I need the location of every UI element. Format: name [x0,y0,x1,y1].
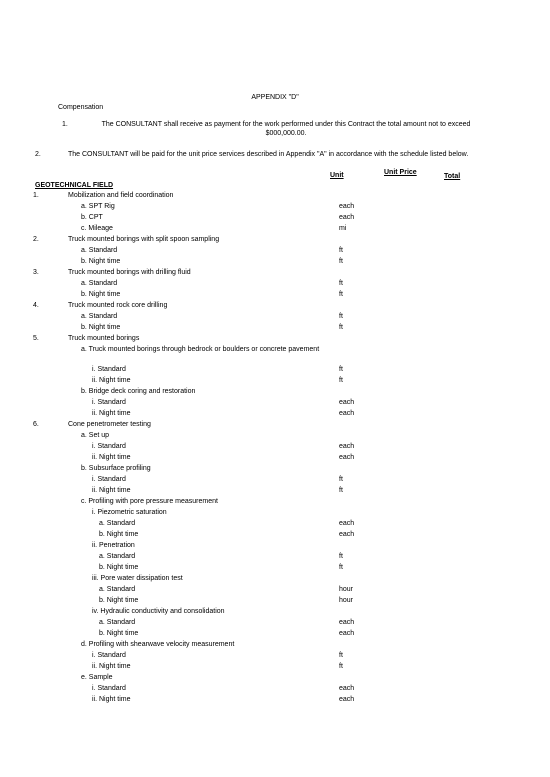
row-number: 5. [33,335,39,342]
table-row [0,519,550,530]
row-number: 2. [33,236,39,243]
table-row [0,290,550,301]
row-unit: each [339,531,355,538]
row-unit: each [339,410,355,417]
row-description: e. Sample [81,674,113,681]
row-description: Truck mounted borings with split spoon sampling [68,236,220,243]
row-unit: ft [339,324,343,331]
table-row [0,213,550,224]
row-unit: ft [339,280,343,287]
table-row [0,618,550,629]
row-number: 6. [33,421,39,428]
row-description: iv. Hydraulic conductivity and consolidation [92,608,225,615]
table-row [0,442,550,453]
row-unit: ft [339,476,343,483]
row-description: i. Standard [92,685,126,692]
table-row [0,684,550,695]
row-unit: ft [339,487,343,494]
row-description: ii. Night time [92,377,131,384]
row-description: b. Night time [99,597,139,604]
table-row [0,475,550,486]
row-number: 4. [33,302,39,309]
row-unit: hour [339,597,354,604]
table-row [0,246,550,257]
table-row [0,673,550,684]
row-unit: each [339,443,355,450]
row-unit: ft [339,258,343,265]
row-unit: each [339,454,355,461]
row-unit: each [339,619,355,626]
row-unit: ft [339,652,343,659]
row-description: a. Standard [99,586,136,593]
table-row [0,420,550,431]
table-row [0,530,550,541]
section-heading: Compensation [58,104,104,111]
table-row [0,640,550,651]
row-description: b. Night time [99,531,139,538]
table-row [0,651,550,662]
row-unit: ft [339,663,343,670]
table-row [0,268,550,279]
paragraph-2-number: 2. [35,151,41,158]
row-unit: ft [339,377,343,384]
row-description: c. Mileage [81,225,113,232]
row-description: a. Standard [81,280,118,287]
table-row [0,508,550,519]
table-row [0,301,550,312]
row-description: Truck mounted borings [68,335,140,342]
row-description: i. Piezometric saturation [92,509,167,516]
row-description: a. SPT Rig [81,203,115,210]
row-description: a. Standard [81,247,118,254]
table-row [0,629,550,640]
table-row [0,279,550,290]
page-title: APPENDIX "D" [251,94,299,101]
table-row [0,541,550,552]
row-description: Mobilization and field coordination [68,192,174,199]
row-description: b. Night time [99,564,139,571]
row-description: a. Set up [81,432,110,439]
row-description: a. Standard [81,313,118,320]
row-description: Truck mounted borings with drilling fluid [68,269,191,276]
table-row [0,563,550,574]
table-row [0,365,550,376]
row-unit: ft [339,291,343,298]
row-unit: hour [339,586,354,593]
table-row [0,345,550,356]
table-row [0,596,550,607]
row-description: i. Standard [92,652,126,659]
row-description: i. Standard [92,399,126,406]
row-description: i. Standard [92,443,126,450]
table-row [0,312,550,323]
table-row [0,257,550,268]
row-description: ii. Night time [92,454,131,461]
table-row [0,376,550,387]
row-description: ii. Night time [92,410,131,417]
row-unit: each [339,399,355,406]
table-row [0,695,550,706]
row-description: a. Standard [99,619,136,626]
table-row [0,662,550,673]
row-unit: ft [339,247,343,254]
row-description: ii. Night time [92,487,131,494]
row-unit: each [339,630,355,637]
row-description: b. Subsurface profiling [81,465,151,472]
table-row [0,235,550,246]
table-row [0,486,550,497]
row-unit: ft [339,313,343,320]
table-row [0,574,550,585]
row-description: b. CPT [81,214,103,221]
table-row [0,464,550,475]
row-description: iii. Pore water dissipation test [92,575,183,582]
row-number: 3. [33,269,39,276]
row-unit: ft [339,553,343,560]
column-header-total: Total [444,173,461,180]
row-description: i. Standard [92,366,126,373]
row-description: a. Standard [99,520,136,527]
row-unit: each [339,203,355,210]
table-row [0,323,550,334]
column-header-unit-price: Unit Price [384,169,417,176]
row-description: Truck mounted rock core drilling [68,302,168,309]
row-unit: each [339,685,355,692]
row-unit: each [339,214,355,221]
table-row [0,585,550,596]
table-row [0,453,550,464]
row-description: ii. Night time [92,696,131,703]
paragraph-1-text: The CONSULTANT shall receive as payment for the work performed under this Contract the total amount not to exceed $000,000.00. [101,121,471,137]
row-unit: each [339,696,355,703]
row-description: a. Standard [99,553,136,560]
table-row [0,334,550,345]
table-row [0,398,550,409]
row-description: c. Profiling with pore pressure measurement [81,498,218,505]
row-description: b. Night time [99,630,139,637]
table-row [0,431,550,442]
column-header-unit: Unit [330,172,344,179]
row-description: ii. Night time [92,663,131,670]
row-description: Cone penetrometer testing [68,421,151,428]
row-description: b. Bridge deck coring and restoration [81,388,196,395]
table-row [0,202,550,213]
row-unit: mi [339,225,347,232]
row-description: d. Profiling with shearwave velocity measurement [81,641,235,648]
row-description: a. Truck mounted borings through bedrock or boulders or concrete pavement [81,346,320,353]
row-description: ii. Penetration [92,542,135,549]
row-description: b. Night time [81,291,121,298]
table-row [0,497,550,508]
row-number: 1. [33,192,39,199]
row-description: b. Night time [81,258,121,265]
row-description: b. Night time [81,324,121,331]
row-unit: ft [339,564,343,571]
table-row [0,387,550,398]
table-row [0,409,550,420]
row-unit: each [339,520,355,527]
row-unit: ft [339,366,343,373]
table-row [0,607,550,618]
section-title: GEOTECHNICAL FIELD [35,182,114,189]
table-row [0,552,550,563]
paragraph-1-number: 1. [62,121,68,128]
row-description: i. Standard [92,476,126,483]
paragraph-2-text: The CONSULTANT will be paid for the unit price services described in Appendix "A" in accordance with the schedule listed below. [68,151,469,158]
table-row [0,224,550,235]
table-row [0,191,550,202]
